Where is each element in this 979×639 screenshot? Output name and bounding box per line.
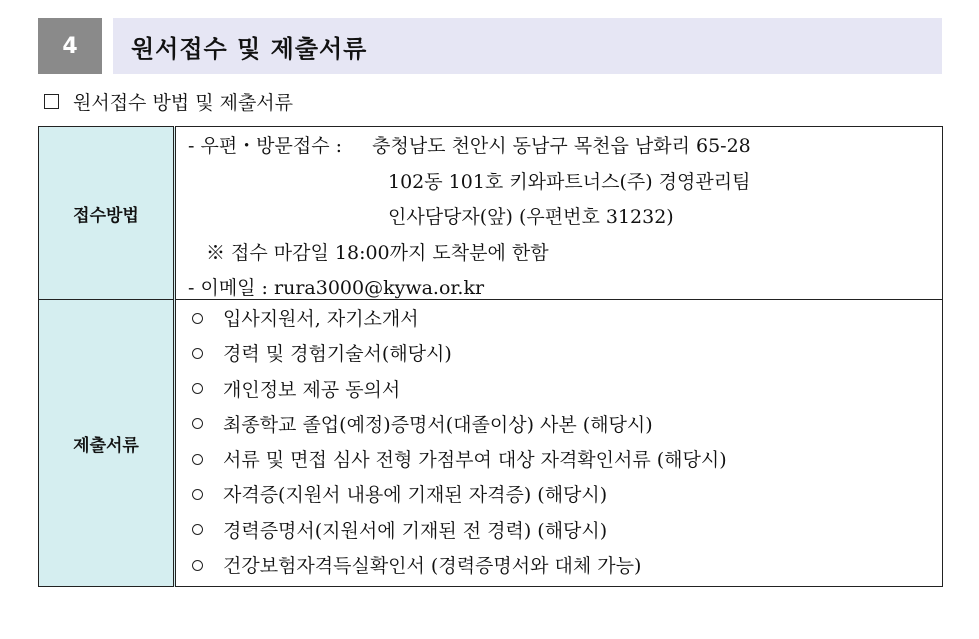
list-item: 입사지원서, 자기소개서 bbox=[176, 302, 942, 337]
post-prefix: - 우편・방문접수 : bbox=[188, 135, 343, 157]
post-line bbox=[176, 129, 942, 165]
post-address-1: 충청남도 천안시 동남구 목천읍 남화리 65-28 bbox=[372, 135, 751, 157]
section-title: 원서접수 및 제출서류 bbox=[131, 34, 368, 63]
list-item: 건강보험자격득실확인서 (경력증명서와 대체 가능) bbox=[176, 549, 942, 584]
list-item: 개인정보 제공 동의서 bbox=[176, 373, 942, 408]
section-title-bar bbox=[113, 18, 942, 74]
method-content bbox=[175, 127, 943, 300]
circle-bullet-icon bbox=[192, 489, 203, 500]
table-row-method bbox=[39, 127, 943, 300]
email-address[interactable]: rura3000@kywa.or.kr bbox=[274, 277, 485, 299]
list-item: 서류 및 면접 심사 전형 가점부여 대상 자격확인서류 (해당시) bbox=[176, 443, 942, 478]
post-address-3: 인사담당자(앞) (우편번호 31232) bbox=[388, 206, 674, 228]
section-number: 4 bbox=[38, 18, 102, 74]
circle-bullet-icon bbox=[192, 524, 203, 535]
section-header bbox=[38, 18, 942, 74]
circle-bullet-icon bbox=[192, 418, 203, 429]
list-item: 최종학교 졸업(예정)증명서(대졸이상) 사본 (해당시) bbox=[176, 408, 942, 443]
subheading-text: 원서접수 방법 및 제출서류 bbox=[73, 91, 294, 114]
circle-bullet-icon bbox=[192, 560, 203, 571]
documents-content bbox=[175, 300, 943, 587]
checkbox-icon bbox=[44, 94, 59, 109]
circle-bullet-icon bbox=[192, 383, 203, 394]
list-item: 경력증명서(지원서에 기재된 전 경력) (해당시) bbox=[176, 514, 942, 549]
table-row-documents bbox=[39, 300, 943, 587]
info-table bbox=[38, 126, 943, 587]
documents-label: 제출서류 bbox=[39, 300, 175, 587]
deadline-note: ※ 접수 마감일 18:00까지 도착분에 한함 bbox=[206, 241, 549, 264]
list-item: 경력 및 경험기술서(해당시) bbox=[176, 337, 942, 372]
method-label: 접수방법 bbox=[39, 127, 175, 300]
circle-bullet-icon bbox=[192, 313, 203, 324]
circle-bullet-icon bbox=[192, 454, 203, 465]
circle-bullet-icon bbox=[192, 348, 203, 359]
email-prefix: - 이메일 : bbox=[188, 277, 268, 299]
post-address-2: 102동 101호 키와파트너스(주) 경영관리팀 bbox=[388, 170, 751, 193]
list-item: 자격증(지원서 내용에 기재된 자격증) (해당시) bbox=[176, 478, 942, 513]
subheading bbox=[44, 88, 293, 114]
